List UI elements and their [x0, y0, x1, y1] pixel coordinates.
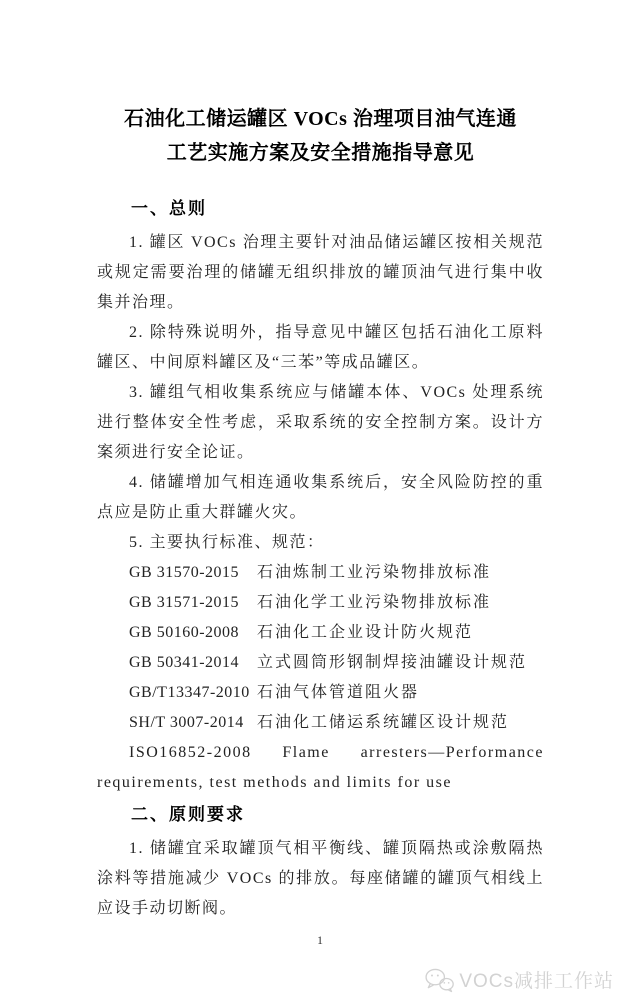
standard-code: SH/T 3007-2014	[129, 714, 244, 731]
wechat-icon	[424, 967, 454, 993]
standards-list	[97, 558, 544, 738]
standard-name: 石油气体管道阻火器	[257, 684, 420, 701]
paragraph: 4. 储罐增加气相连通收集系统后，安全风险防控的重点应是防止重大群罐火灾。	[97, 474, 544, 521]
standard-row	[129, 648, 544, 678]
standard-row	[129, 558, 544, 588]
standard-name: 石油化工储运系统罐区设计规范	[257, 714, 510, 731]
paragraph: 5. 主要执行标准、规范：	[129, 534, 325, 551]
paragraph: 1. 罐区 VOCs 治理主要针对油品储运罐区按相关规范或规定需要治理的储罐无组织排放的罐顶油气进行集中收集并治理。	[97, 234, 544, 311]
document-title	[97, 102, 544, 170]
document-title-line2: 工艺实施方案及安全措施指导意见	[166, 142, 475, 164]
standard-row	[129, 618, 544, 648]
standard-row	[129, 588, 544, 618]
standard-row	[129, 708, 544, 738]
paragraph: 3. 罐组气相收集系统应与储罐本体、VOCs 处理系统进行整体安全性考虑，采取系统的安全控制方案。设计方案须进行安全论证。	[97, 384, 544, 461]
standard-name: 石油化学工业污染物排放标准	[257, 594, 492, 611]
standard-name: 立式圆筒形钢制焊接油罐设计规范	[257, 654, 528, 671]
paragraph: 2. 除特殊说明外，指导意见中罐区包括石油化工原料罐区、中间原料罐区及“三苯”等成品罐区。	[97, 324, 544, 371]
standard-code: GB 50160-2008	[129, 624, 240, 641]
document-content	[0, 102, 640, 924]
standard-row	[129, 678, 544, 708]
standard-code: GB 31571-2015	[129, 594, 240, 611]
standard-code: GB 50341-2014	[129, 654, 240, 671]
watermark-label: VOCs减排工作站	[459, 971, 614, 992]
watermark	[424, 966, 614, 993]
paragraph: 1. 储罐宜采取罐顶气相平衡线、罐顶隔热或涂敷隔热涂料等措施减少 VOCs 的排放。每座储罐的罐顶气相线上应设手动切断阀。	[97, 840, 544, 917]
section-heading-general: 一、总则	[131, 199, 207, 218]
standard-name: 石油化工企业设计防火规范	[257, 624, 474, 641]
standard-code: GB 31570-2015	[129, 564, 240, 581]
section-heading-principles: 二、原则要求	[131, 805, 245, 824]
paragraph-iso-standard: ISO16852-2008 Flame arresters—Performance requirements, test methods and limits for use	[97, 744, 544, 791]
page-number: 1	[317, 933, 323, 947]
document-title-line1: 石油化工储运罐区 VOCs 治理项目油气连通	[124, 108, 517, 130]
document-page	[0, 102, 640, 1006]
standard-name: 石油炼制工业污染物排放标准	[257, 564, 492, 581]
standard-code: GB/T13347-2010	[129, 684, 250, 701]
